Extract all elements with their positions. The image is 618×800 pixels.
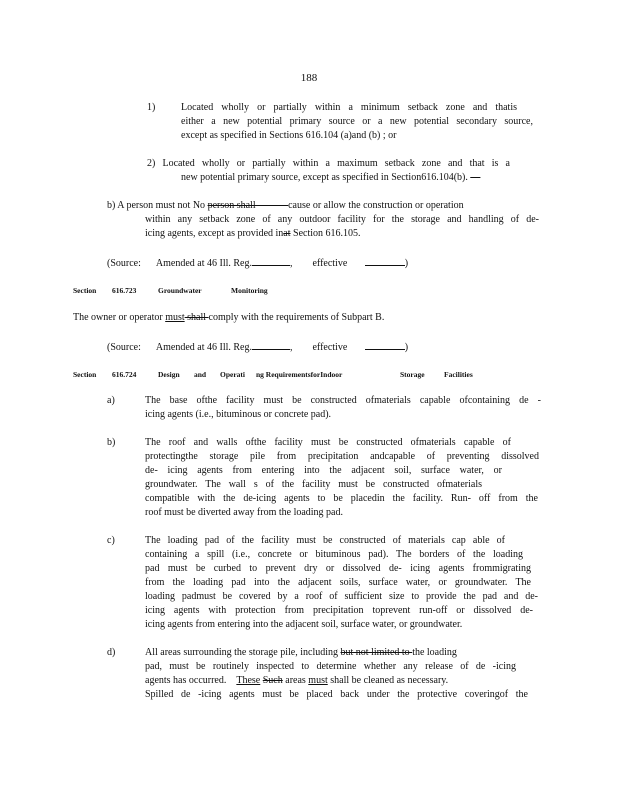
item-d-line-4: Spilled de -icing agents must be placed back under the protective coveringof the xyxy=(145,689,528,700)
section-724-heading: Section 616.724 Design and Operati ng RequirementsforIndoor Storage Facilities xyxy=(73,370,473,379)
owner-paragraph: The owner or operator must shall comply with the requirements of Subpart B. xyxy=(73,312,385,323)
item-1-line-3: except as specified in Sections 616.104 (a)and (b) ; or xyxy=(181,130,397,141)
deleted-text: — xyxy=(470,172,481,183)
item-d-line-3: agents has occurred. These Such areas must shall be cleaned as necessary. xyxy=(145,675,449,686)
item-b-line-5: compatible with the de-icing agents to be placedin the facility. Run- off from the xyxy=(145,493,538,504)
inserted-text: must xyxy=(165,312,185,323)
item-2-line-1: 2) Located wholly or partially within a maximum setback zone and that is a xyxy=(147,158,510,169)
item-d-line-1: All areas surrounding the storage pile, including but not limited to the loading xyxy=(145,647,457,658)
source-note-1: (Source: Amended at 46 Ill. Reg. , effective ) xyxy=(107,255,408,271)
inserted-text: must xyxy=(308,675,328,686)
page-number: 188 xyxy=(300,72,318,84)
item-1-line-2: either a new potential primary source or a new potential secondary source, xyxy=(181,116,533,127)
item-c-label: c) xyxy=(107,535,115,546)
item-b-line-6: roof must be diverted away from the loading pad. xyxy=(145,507,343,518)
item-c-line-1: The loading pad of the facility must be constructed of materials cap able of xyxy=(145,535,505,546)
item-d-line-2: pad, must be routinely inspected to determine whether any release of de -icing xyxy=(145,661,516,672)
item-c-line-2: containing a spill (i.e., concrete or bituminous pad). The borders of the loading xyxy=(145,549,523,560)
item-b-line-3: de- icing agents from entering into the adjacent soil, surface water, or xyxy=(145,465,502,476)
item-a-line-2: icing agents (i.e., bituminous or concrete pad). xyxy=(145,409,332,420)
para-b-line-1: b) A person must not No person shall ———cause or allow the construction or operation xyxy=(107,200,464,211)
item-a-label: a) xyxy=(107,395,115,406)
item-c-line-5: loading padmust be covered by a roof of sufficient size to provide the pad and de- xyxy=(145,591,538,602)
section-723-heading: Section 616.723 Groundwater Monitoring xyxy=(73,286,268,295)
item-c-line-3: pad must be curbed to prevent dry or dissolved de- icing agents frommigrating xyxy=(145,563,531,574)
deleted-text: shall xyxy=(184,312,209,323)
item-1-line-1: Located wholly or partially within a minimum setback zone and thatis xyxy=(181,102,517,113)
item-c-line-7: icing agents from entering into the adjacent soil, surface water, or groundwater. xyxy=(145,619,463,630)
para-b-line-3: icing agents, except as provided inat Section 616.105. xyxy=(145,228,361,239)
deleted-text: person shall ——— xyxy=(207,200,289,211)
item-b-line-1: The roof and walls ofthe facility must be constructed ofmaterials capable of xyxy=(145,437,511,448)
item-c-line-6: icing agents with protection from precipitation toprevent run-off or dissolved de- xyxy=(145,605,533,616)
source-note-2: (Source: Amended at 46 Ill. Reg. , effective ) xyxy=(107,339,408,355)
item-b-line-2: protectingthe storage pile from precipitation andcapable of preventing dissolved xyxy=(145,451,539,462)
item-d-label: d) xyxy=(107,647,116,658)
item-1-number: 1) xyxy=(147,102,156,113)
deleted-text: but not limited to xyxy=(340,647,413,658)
inserted-text: These xyxy=(236,675,261,686)
item-c-line-4: from the loading pad into the adjacent soils, surface water, or groundwater. The xyxy=(145,577,531,588)
deleted-text: Such xyxy=(262,675,283,686)
item-2-line-2: new potential primary source, except as specified in Section616.104(b). — xyxy=(181,172,481,183)
item-b-label: b) xyxy=(107,437,116,448)
para-b-line-2: within any setback zone of any outdoor facility for the storage and handling of de- xyxy=(145,214,539,225)
item-a-line-1: The base ofthe facility must be constructed ofmaterials capable ofcontaining de - xyxy=(145,395,541,406)
deleted-text: at xyxy=(283,228,291,239)
item-b-line-4: groundwater. The wall s of the facility must be constructed ofmaterials xyxy=(145,479,482,490)
